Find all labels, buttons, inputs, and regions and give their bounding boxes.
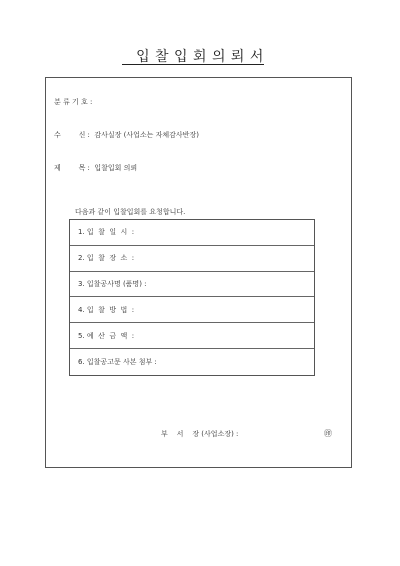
title-underline bbox=[122, 64, 264, 65]
department-head-signature: 부 서 장 (사업소장) : bbox=[161, 430, 239, 438]
document-title: 입 찰 입 회 의 뢰 서 bbox=[136, 49, 264, 65]
item-bid-location: 2. 입 찰 장 소 : bbox=[70, 246, 314, 272]
item-project-name: 3. 입찰공사명 (품명) : bbox=[70, 272, 314, 298]
item-notice-attachment: 6. 입찰공고문 사본 첨부 : bbox=[78, 357, 157, 366]
seal-mark: ㊞ bbox=[324, 429, 332, 438]
subject-field: 제 목 : 입찰입회 의뢰 bbox=[54, 164, 138, 172]
request-intro: 다음과 같이 입찰입회를 요청합니다. bbox=[75, 208, 186, 216]
request-items-table bbox=[69, 219, 315, 376]
item-bid-datetime: 1. 입 찰 일 시 : bbox=[70, 220, 314, 246]
item-bid-method: 4. 입 찰 방 법 : bbox=[70, 297, 314, 323]
recipient-field: 수 신 : 감사실장 (사업소는 자체감사반장) bbox=[54, 131, 199, 139]
item-budget-amount: 5. 예 산 금 액 : bbox=[70, 323, 314, 349]
classification-field: 분 류 기 호 : bbox=[54, 98, 93, 106]
